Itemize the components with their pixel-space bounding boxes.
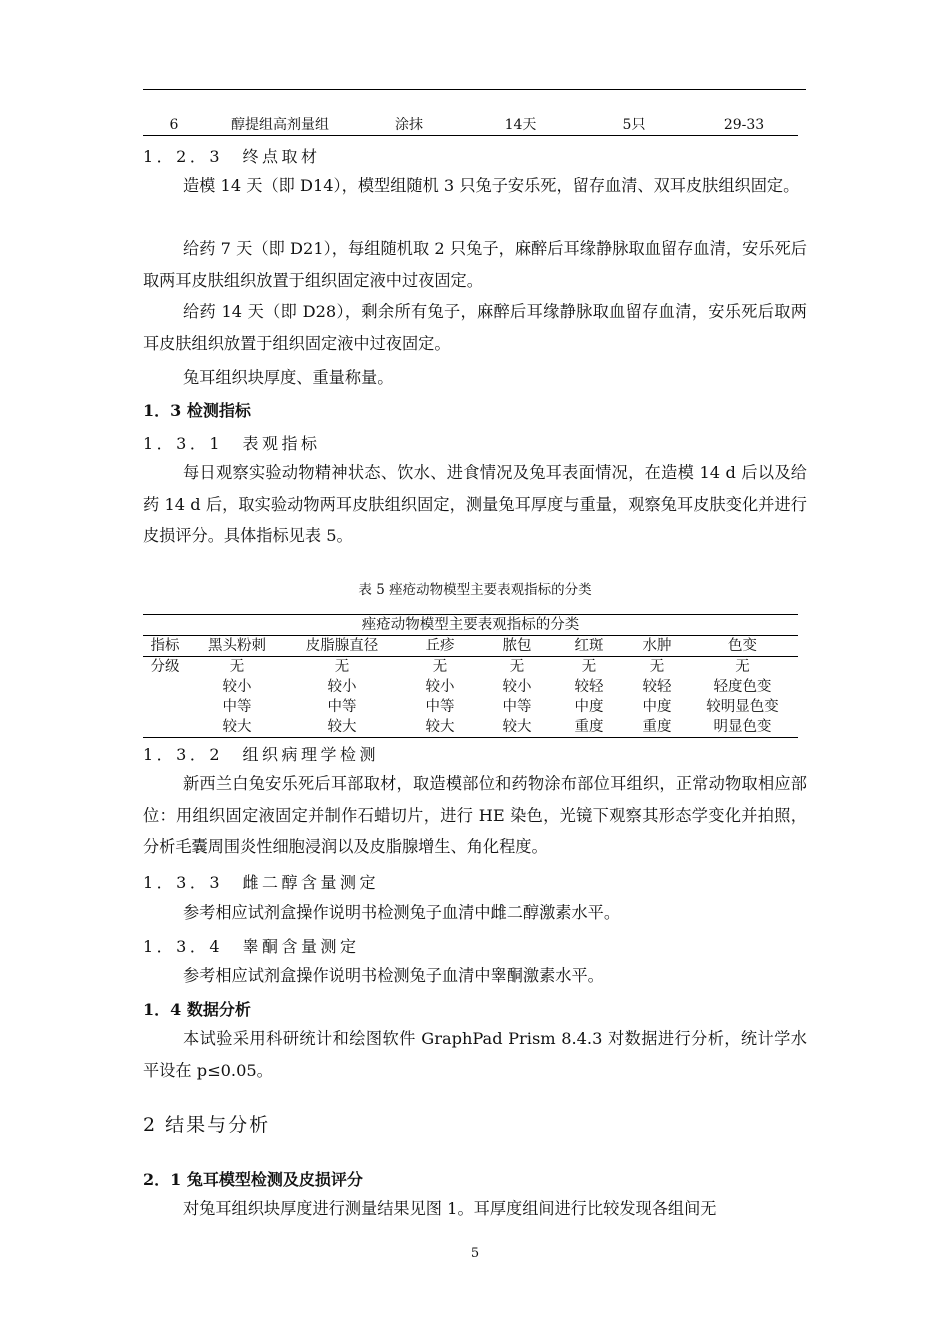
table-cell: 涂抹 — [355, 116, 463, 136]
paragraph: 每日观察实验动物精神状态、饮水、进食情况及兔耳表面情况，在造模 14 d 后以及给药 14 d 后，取实验动物两耳皮肤组织固定，测量兔耳厚度与重量，观察兔耳皮肤变化并进行皮损评分。具体指标见表 5。 — [143, 463, 807, 545]
table-cell: 重度 — [551, 717, 627, 738]
table-5-caption: 表 5 痤疮动物模型主要表观指标的分类 — [358, 582, 592, 598]
section-heading-1-3-3: 1．3．3 雌二醇含量测定 — [143, 873, 380, 892]
section-heading-1-3-4: 1．3．4 睾酮含量测定 — [143, 937, 360, 956]
column-header: 指标 — [143, 636, 187, 657]
table-row — [143, 657, 798, 678]
table-row — [143, 677, 798, 697]
section-heading-1-4: 1．4 数据分析 — [143, 1000, 251, 1019]
table-cell: 较小 — [425, 679, 455, 695]
table-cell: 中度 — [574, 699, 604, 715]
page-number: 5 — [470, 1246, 480, 1261]
table-cell: 中度 — [642, 699, 672, 715]
table-row — [143, 116, 798, 136]
table-header-row — [143, 636, 798, 657]
table-cell — [143, 717, 187, 738]
table-cell: 6 — [143, 116, 205, 136]
table-cell: 无 — [334, 659, 350, 675]
chapter-heading-2: 2 结果与分析 — [143, 1114, 271, 1136]
table-cell: 较小 — [222, 679, 252, 695]
table-cell: 无 — [229, 659, 245, 675]
section-heading-1-2-3: 1．2．3 终点取材 — [143, 147, 321, 166]
paragraph: 参考相应试剂盒操作说明书检测兔子血清中雌二醇激素水平。 — [183, 903, 621, 922]
paragraph: 参考相应试剂盒操作说明书检测兔子血清中睾酮激素水平。 — [183, 966, 604, 985]
table-cell: 无 — [735, 659, 750, 675]
column-header: 皮脂腺直径 — [287, 636, 397, 657]
column-header: 水肿 — [627, 636, 687, 657]
paragraph: 兔耳组织块厚度、重量称量。 — [183, 368, 394, 387]
table-cell: 较轻 — [574, 679, 604, 695]
table-cell: 无 — [581, 659, 597, 675]
table-cell — [143, 697, 187, 717]
table-row — [143, 717, 798, 738]
table-cell: 5只 — [578, 116, 690, 136]
table-5 — [143, 614, 798, 738]
paragraph: 给药 14 天（即 D28），剩余所有兔子，麻醉后耳缘静脉取血留存血清，安乐死后取两耳皮肤组织放置于组织固定液中过夜固定。 — [143, 302, 807, 353]
table-cell: 中等 — [327, 699, 357, 715]
table-cell: 较轻 — [642, 679, 672, 695]
table-row — [143, 697, 798, 717]
table-title-row — [143, 615, 798, 636]
table-cell: 中等 — [502, 699, 532, 715]
paragraph: 对兔耳组织块厚度进行测量结果见图 1。耳厚度组间进行比较发现各组间无 — [183, 1199, 717, 1218]
table-cell: 较大 — [483, 717, 551, 738]
table-cell: 较小 — [502, 679, 532, 695]
table-cell: 中等 — [222, 699, 252, 715]
table-cell: 较小 — [327, 679, 357, 695]
table-cell: 较明显色变 — [706, 699, 779, 715]
column-header: 色变 — [687, 636, 798, 657]
table-cell: 醇提组高剂量组 — [205, 116, 355, 136]
table-cell: 无 — [509, 659, 525, 675]
table-cell — [143, 677, 187, 697]
table-4-continuation — [143, 116, 798, 136]
table-cell: 无 — [432, 659, 448, 675]
table-cell: 中等 — [425, 699, 455, 715]
table-cell: 明显色变 — [687, 717, 798, 738]
table-cell: 14天 — [463, 116, 578, 136]
table-cell: 分级 — [150, 659, 180, 675]
paragraph: 造模 14 天（即 D14），模型组随机 3 只兔子安乐死，留存血清、双耳皮肤组织固定。 — [183, 176, 800, 195]
column-header: 脓包 — [483, 636, 551, 657]
table-title: 痤疮动物模型主要表观指标的分类 — [143, 615, 798, 636]
paragraph: 本试验采用科研统计和绘图软件 GraphPad Prism 8.4.3 对数据进行分析，统计学水平设在 p≤0.05。 — [143, 1029, 807, 1080]
section-heading-2-1: 2．1 兔耳模型检测及皮损评分 — [143, 1170, 363, 1189]
paragraph: 给药 7 天（即 D21），每组随机取 2 只兔子，麻醉后耳缘静脉取血留存血清，安乐死后取两耳皮肤组织放置于组织固定液中过夜固定。 — [143, 239, 807, 290]
column-header: 红斑 — [551, 636, 627, 657]
table-cell: 较大 — [187, 717, 287, 738]
table-cell: 重度 — [627, 717, 687, 738]
table-cell: 无 — [649, 659, 665, 675]
table-cell: 较大 — [397, 717, 483, 738]
section-heading-1-3-2: 1．3．2 组织病理学检测 — [143, 745, 380, 764]
header-rule — [143, 89, 806, 90]
column-header: 丘疹 — [397, 636, 483, 657]
section-heading-1-3: 1．3 检测指标 — [143, 401, 251, 420]
table-cell: 轻度色变 — [713, 679, 772, 695]
section-heading-1-3-1: 1．3．1 表观指标 — [143, 434, 321, 453]
table-cell: 29-33 — [690, 116, 798, 136]
paragraph: 新西兰白兔安乐死后耳部取材，取造模部位和药物涂布部位耳组织，正常动物取相应部位：用组织固定液固定并制作石蜡切片，进行 HE 染色，光镜下观察其形态学变化并拍照，分析毛囊周围炎性细胞浸润以及皮脂腺增生、角化程度。 — [143, 774, 807, 856]
column-header: 黑头粉刺 — [187, 636, 287, 657]
table-cell: 较大 — [287, 717, 397, 738]
